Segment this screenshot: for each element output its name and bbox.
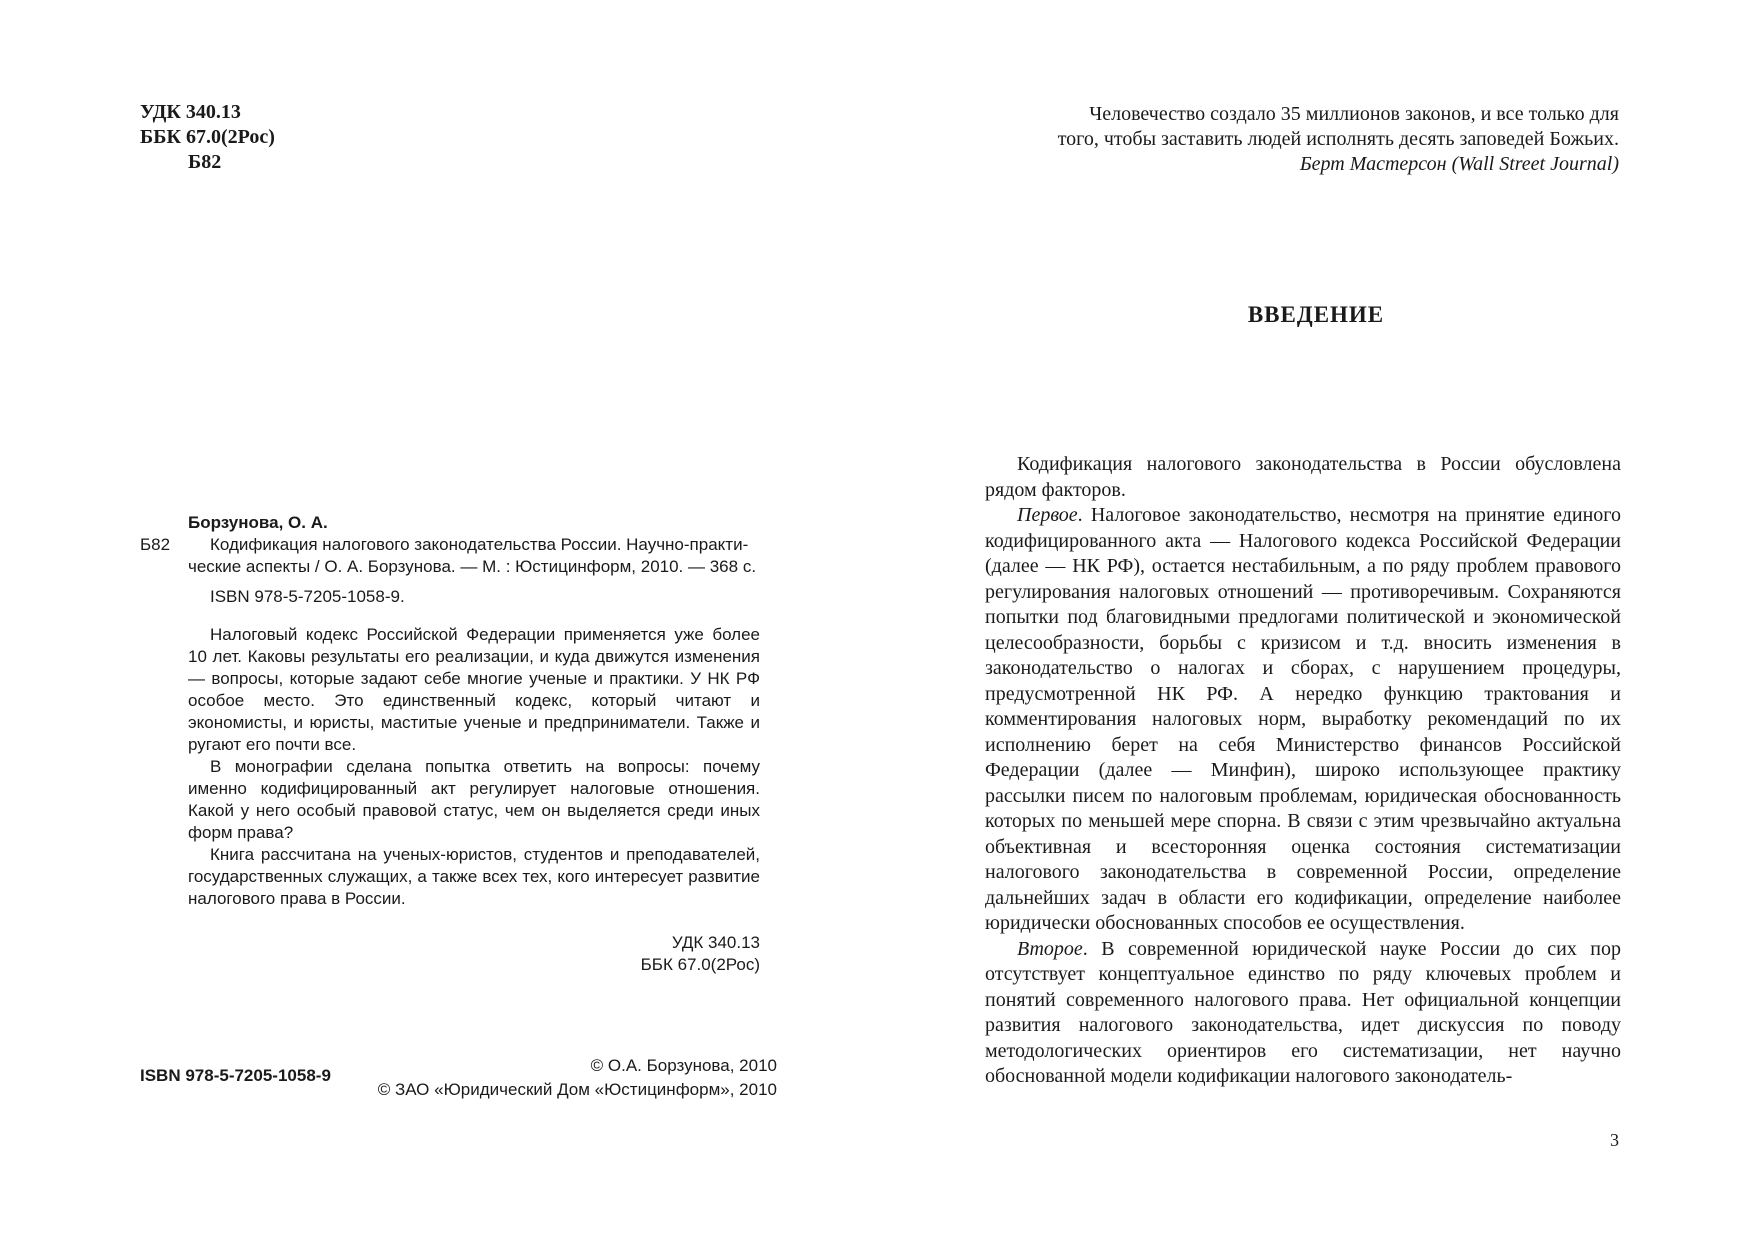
catalog-title-line2: ческие аспекты / О. А. Борзунова. — М. : Юстицинформ, 2010. — 368 с. [188,557,757,576]
left-page [0,0,877,1241]
intro-paragraph [985,937,1621,1090]
page-number: 3 [1610,1130,1619,1150]
intro-text [985,452,1621,1090]
epigraph-line: того, чтобы заставить людей исполнять десять заповедей Божьих. [1057,128,1619,150]
imprint-isbn: ISBN 978-5-7205-1058-9 [140,1066,331,1085]
author-mark: Б82 [188,151,222,173]
copyright-publisher: © ЗАО «Юридический Дом «Юстицинформ», 2010 [377,1080,777,1099]
catalog-isbn: ISBN 978-5-7205-1058-9. [210,587,405,606]
section-heading: ВВЕДЕНИЕ [1247,302,1385,327]
catalog-card [140,512,760,976]
annotation-paragraph: В монографии сделана попытка ответить на вопросы: почему именно кодифицированный акт регулирует налоговые отношения. Какой у него особый правовой статус, чем он выделяется среди иных форм права? [188,757,760,842]
epigraph [1058,102,1619,177]
paragraph-lead: Первое [1017,504,1078,526]
paragraph-lead: Второе [1017,937,1083,960]
catalog-code: Б82 [140,535,171,554]
paragraph-body: . Налоговое законодательство, несмотря на принятие единого кодифицированного акта — Налогового кодекса Российской Федерации (далее — НК РФ), остается нестабильным, а по ряду проблем правового регулирования налоговых отношений — противоречивым. Сохраняются попытки под благовидными предлогами политической и экономической целесообразности, борьбы с кризисом и т.д. вносить изменения в законодательство о налогах и сборах, с нарушением процедуры, предусмотренной НК РФ. А нередко функцию трактования и комментирования налоговых норм, выработку рекомендаций по их исполнению берет на себя Министерство финансов Российской Федерации (далее — Минфин), широко использующее практику рассылки писем по налоговым проблемам, юридическая обоснованность которых по меньшей мере спорна. В связи с этим чрезвычайно актуальна объективная и всесторонняя оценка состояния систематизации налогового законодательства в современной России, определение дальнейших задач в области его кодификации, определение наиболее юридически обоснованных способов ее осуществления. [985,504,1621,934]
catalog-bbk: ББК 67.0(2Рос) [640,955,760,974]
epigraph-source: Берт Мастерсон (Wall Street Journal) [1299,153,1619,175]
catalog-title-row [140,534,760,556]
right-page [877,0,1755,1241]
copyright-block [378,1054,777,1102]
intro-paragraph [985,503,1621,937]
udk-code: УДК 340.13 [140,101,241,123]
copyright-author: © О.А. Борзунова, 2010 [590,1056,777,1075]
catalog-annotation [140,624,760,976]
catalog-codes [188,932,760,976]
catalog-udk: УДК 340.13 [671,933,760,952]
epigraph-line: Человечество создало 35 миллионов законов, и все только для [1089,103,1619,125]
annotation-paragraph: Налоговый кодекс Российской Федерации применяется уже более 10 лет. Каковы результаты его реализации, и куда движутся изменения — вопросы, которые задают себе многие ученые и практики. У НК РФ особое место. Это единственный кодекс, который читают и экономисты, и юристы, маститые ученые и предприниматели. Также и ругают его почти все. [188,625,760,754]
catalog-author: Борзунова, О. А. [188,513,328,532]
paragraph-body: . В современной юридической науке России до сих пор отсутствует концептуальное единство по ряду ключевых проблем и понятий современного налогового права. Нет официальной концепции развития налогового законодательства, идет дискуссия по поводу методологических ориентиров его систематизации, нет научно обоснованной модели кодификации налогового законодатель- [985,937,1621,1087]
bbk-code: ББК 67.0(2Рос) [140,126,275,148]
intro-paragraph: Кодификация налогового законодательства в России обусловлена рядом факторов. [985,453,1621,501]
classification-codes [140,100,275,175]
catalog-title-line1: Кодификация налогового законодательства России. Научно-практи- [210,535,749,554]
annotation-paragraph: Книга рассчитана на ученых-юристов, студентов и преподавателей, государственных служащих, а также всех тех, кого интересует развитие налогового права в России. [188,845,760,908]
